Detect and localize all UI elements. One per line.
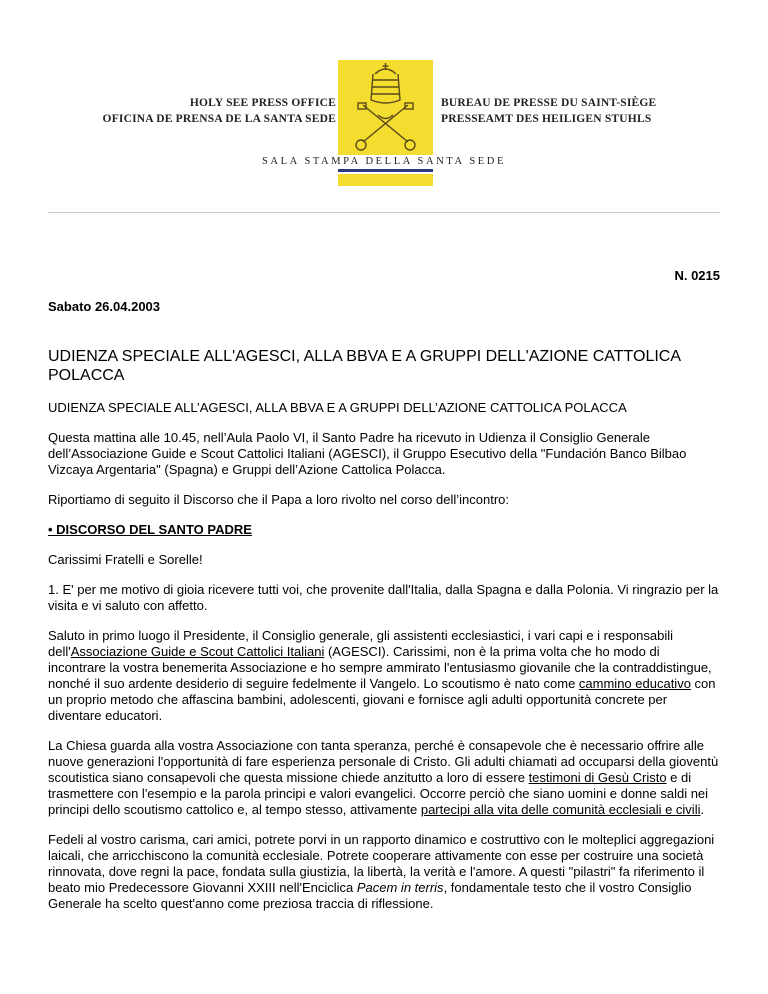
holy-see-emblem (338, 60, 433, 155)
paragraph-3-text-a: La Chiesa guarda alla vostra Associazione con tanta speranza, perché è consapevole che è necessario offrire alle nuove generazioni l'opportunità di fare esperienza personale di Cristo. Gli adulti chiamati ad occuparsi della gioventù scoutistica siano consapevoli che questa missione chiede anzitutto a loro di essere (48, 738, 719, 785)
cammino-educativo-link[interactable]: cammino educativo (578, 676, 691, 691)
header-divider (48, 212, 720, 213)
header-right-text (441, 95, 656, 127)
paragraph-2-text-c: (AGESCI). Carissimi, non è la prima volta che ho modo di incontrare la vostra benemerita Associazione e ho sempre ammirato l'entusiasmo giovanile che la contraddistingue, nonché il suo ardente desiderio di seguire fedelmente il Vangelo. Lo scoutismo è nato come (48, 644, 712, 691)
bulletin-number: N. 0215 (674, 268, 720, 283)
header-right-line2: PRESSEAMT DES HEILIGEN STUHLS (441, 113, 652, 125)
header-stripe-blue (338, 169, 433, 172)
bulletin-content (48, 226, 720, 912)
header-left-line1: HOLY SEE PRESS OFFICE (189, 97, 336, 109)
header-right-line1: BUREAU DE PRESSE DU SAINT-SIÈGE (441, 97, 657, 109)
paragraph-3-text-e: . (700, 802, 705, 817)
sala-stampa-title: SALA STAMPA DELLA SANTA SEDE (261, 156, 506, 167)
bulletin-title: UDIENZA SPECIALE ALL'AGESCI, ALLA BBVA E A GRUPPI DELL'AZIONE CATTOLICA POLACCA (48, 348, 681, 384)
paragraph-1: 1. E' per me motivo di gioia ricevere tutti voi, che provenite dall'Italia, dalla Spagna e dalla Polonia. Vi ringrazio per la visita e vi saluto con affetto. (48, 582, 719, 613)
discorso-heading-link[interactable]: • DISCORSO DEL SANTO PADRE (48, 522, 252, 537)
bulletin-date: Sabato 26.04.2003 (48, 299, 161, 314)
intro-paragraph: Questa mattina alle 10.45, nell’Aula Paolo VI, il Santo Padre ha ricevuto in Udienza il Consiglio Generale dell’Associazione Guide e Scout Cattolici Italiani (AGESCI), il Gruppo Esecutivo della "Fundación Banco Bilbao Vizcaya Argentaria" (Spagna) e Gruppi dell’Azione Cattolica Polacca. (48, 430, 687, 477)
paragraph-2 (48, 628, 720, 724)
testimoni-link[interactable]: testimoni di Gesù Cristo (528, 770, 667, 785)
paragraph-4-text-a: Fedeli al vostro carisma, cari amici, potrete porvi in un rapporto dinamico e costruttivo con le molteplici aggregazioni laicali, che arricchiscono la comunità ecclesiale. Potrete cooperare attivamente con esse per costruire una società rinnovata, dove regni la pace, fondata sulla giustizia, la libertà, la verità e l'amore. A questi "pilastri" fa riferimento il beato mio Predecessore Giovanni XXIII nell'Enciclica (48, 832, 715, 895)
pacem-in-terris-title: Pacem in terris (356, 880, 444, 895)
papal-keys-tiara-icon (338, 60, 433, 155)
riportiamo-paragraph: Riportiamo di seguito il Discorso che il Papa a loro rivolto nel corso dell’incontro: (48, 492, 509, 507)
header-left-text (103, 95, 336, 127)
paragraph-3 (48, 738, 720, 818)
header-left-line2: OFICINA DE PRENSA DE LA SANTA SEDE (102, 113, 336, 125)
paragraph-3-text-c: e di trasmettere con l'esempio e la parola principi e valori evangelici. Occorre perciò che siano uomini e donne saldi nei principi dello scoutismo cattolico e, al tempo stesso, attivamente (48, 770, 709, 817)
press-office-header (0, 0, 768, 215)
partecipi-link[interactable]: partecipi alla vita delle comunità ecclesiali e civili (420, 802, 701, 817)
paragraph-2-text-e: con un proprio metodo che affascina bambini, adolescenti, giovani e fornisce agli adulti opportunità concrete per diventare educatori. (48, 676, 716, 723)
bulletin-subtitle: UDIENZA SPECIALE ALL’AGESCI, ALLA BBVA E A GRUPPI DELL’AZIONE CATTOLICA POLACCA (48, 400, 627, 415)
paragraph-4-text-c: , fondamentale testo che il vostro Consiglio Generale ha scelto quest'anno come preziosa traccia di riflessione. (48, 880, 692, 911)
greeting-paragraph: Carissimi Fratelli e Sorelle! (48, 552, 203, 567)
paragraph-2-text-a: Saluto in primo luogo il Presidente, il Consiglio generale, gli assistenti ecclesiastici, i vari capi e i responsabili dell' (48, 628, 674, 659)
paragraph-4 (48, 832, 720, 912)
agesci-link[interactable]: Associazione Guide e Scout Cattolici Italiani (70, 644, 325, 659)
header-stripe-yellow (338, 174, 433, 186)
